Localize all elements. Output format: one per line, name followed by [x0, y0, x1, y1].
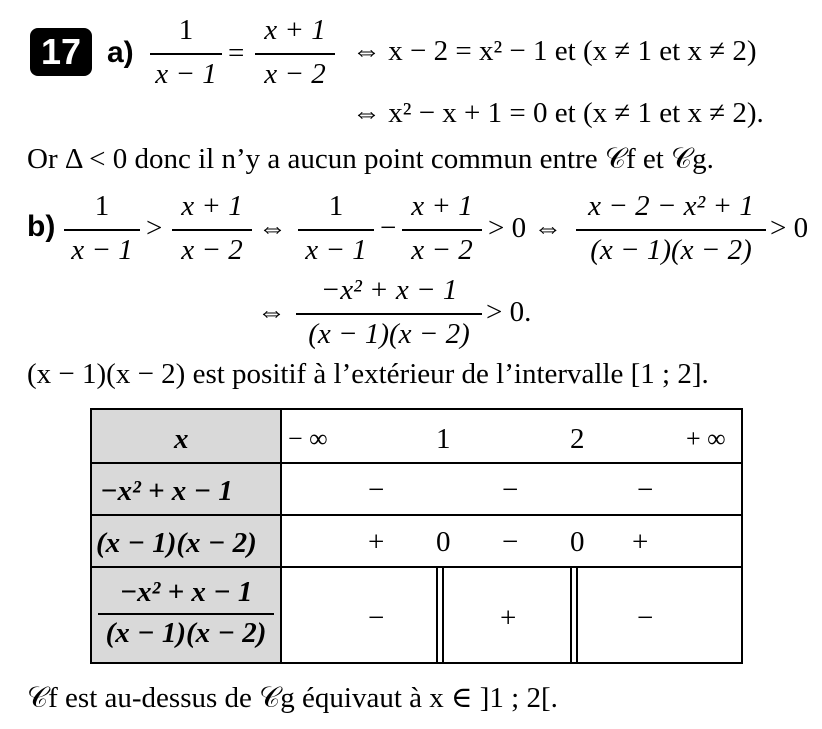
row2-label: (x − 1)(x − 2) — [96, 527, 257, 559]
part-a-frac1-num: 1 — [178, 14, 194, 46]
part-b-f3-num: 1 — [328, 190, 344, 222]
part-b-f3-den: x − 1 — [305, 234, 367, 266]
part-b-fraction-1 — [64, 190, 140, 266]
table-header-2: 2 — [570, 423, 585, 455]
part-b-fraction-4 — [402, 190, 482, 266]
part-b-fraction-3 — [298, 190, 374, 266]
row2-cell-3: − — [502, 526, 519, 558]
row1-sign-1: − — [368, 474, 385, 506]
table-header-1: 1 — [436, 423, 451, 455]
row2-cell-1: + — [368, 526, 385, 558]
row2-cell-5: + — [632, 526, 649, 558]
row2-cell-2: 0 — [436, 526, 451, 558]
part-a-conclusion: Or Δ < 0 donc il n’y a aucun point commun entre 𝒞f et 𝒞g. — [27, 143, 714, 175]
row3-label — [98, 574, 274, 654]
row3-label-num: −x² + x − 1 — [119, 576, 253, 608]
row1-sign-3: − — [637, 474, 654, 506]
exercise-number-badge: 17 — [30, 28, 92, 76]
part-b-equiv-2: ⇔ — [257, 296, 286, 328]
part-a-equals: = — [228, 37, 245, 69]
part-a-line1: ⇔ x − 2 = x² − 1 et (x ≠ 1 et x ≠ 2) — [352, 35, 757, 67]
part-b-label: b) — [27, 210, 56, 243]
part-a-fraction-right — [255, 14, 335, 90]
part-b-f5-den: (x − 1)(x − 2) — [590, 234, 752, 266]
forbidden-value-bar-2 — [570, 568, 578, 662]
table-header-minus-inf: − ∞ — [288, 424, 328, 453]
part-b-gt0-equiv: > 0 ⇔ — [488, 212, 563, 244]
part-b-fraction-6 — [296, 274, 482, 350]
part-b-f2-den: x − 2 — [181, 234, 243, 266]
part-b-equiv-1: ⇔ — [258, 212, 287, 244]
part-a-line2: ⇔ x² − x + 1 = 0 et (x ≠ 1 et x ≠ 2). — [352, 97, 764, 129]
part-b-gt0-b: > 0 — [770, 212, 809, 244]
part-a-fraction-left — [150, 14, 222, 90]
part-b-f6-den: (x − 1)(x − 2) — [308, 318, 470, 350]
part-b-gt: > — [146, 212, 163, 244]
row1-sign-2: − — [502, 474, 519, 506]
part-a-frac1-den: x − 1 — [155, 58, 217, 90]
part-b-gt0-c: > 0. — [486, 296, 532, 328]
row3-label-den: (x − 1)(x − 2) — [105, 617, 267, 649]
part-b-f2-num: x + 1 — [181, 190, 243, 222]
part-b-f4-den: x − 2 — [411, 234, 473, 266]
part-b-fraction-5 — [576, 190, 766, 266]
part-b-sign-sentence: (x − 1)(x − 2) est positif à l’extérieur de l’intervalle [1 ; 2]. — [27, 358, 709, 390]
part-a-frac2-den: x − 2 — [264, 58, 326, 90]
final-conclusion: 𝒞f est au-dessus de 𝒞g équivaut à x ∈ ]1 ; 2[. — [27, 682, 558, 714]
part-b-fraction-2 — [172, 190, 252, 266]
row1-label: −x² + x − 1 — [100, 475, 233, 507]
part-b-minus: − — [380, 212, 397, 244]
part-b-f1-num: 1 — [94, 190, 110, 222]
sign-table — [90, 408, 743, 664]
row2-cell-4: 0 — [570, 526, 585, 558]
table-header-x: x — [174, 423, 189, 455]
row3-sign-2: + — [500, 602, 517, 634]
forbidden-value-bar-1 — [436, 568, 444, 662]
table-header-plus-inf: + ∞ — [686, 424, 726, 453]
part-a-label: a) — [107, 36, 134, 69]
part-b-f5-num: x − 2 − x² + 1 — [588, 190, 754, 222]
part-b-f4-num: x + 1 — [411, 190, 473, 222]
row3-sign-1: − — [368, 602, 385, 634]
row3-sign-3: − — [637, 602, 654, 634]
part-b-f1-den: x − 1 — [71, 234, 133, 266]
part-a-frac2-num: x + 1 — [264, 14, 326, 46]
part-b-f6-num: −x² + x − 1 — [320, 274, 458, 306]
